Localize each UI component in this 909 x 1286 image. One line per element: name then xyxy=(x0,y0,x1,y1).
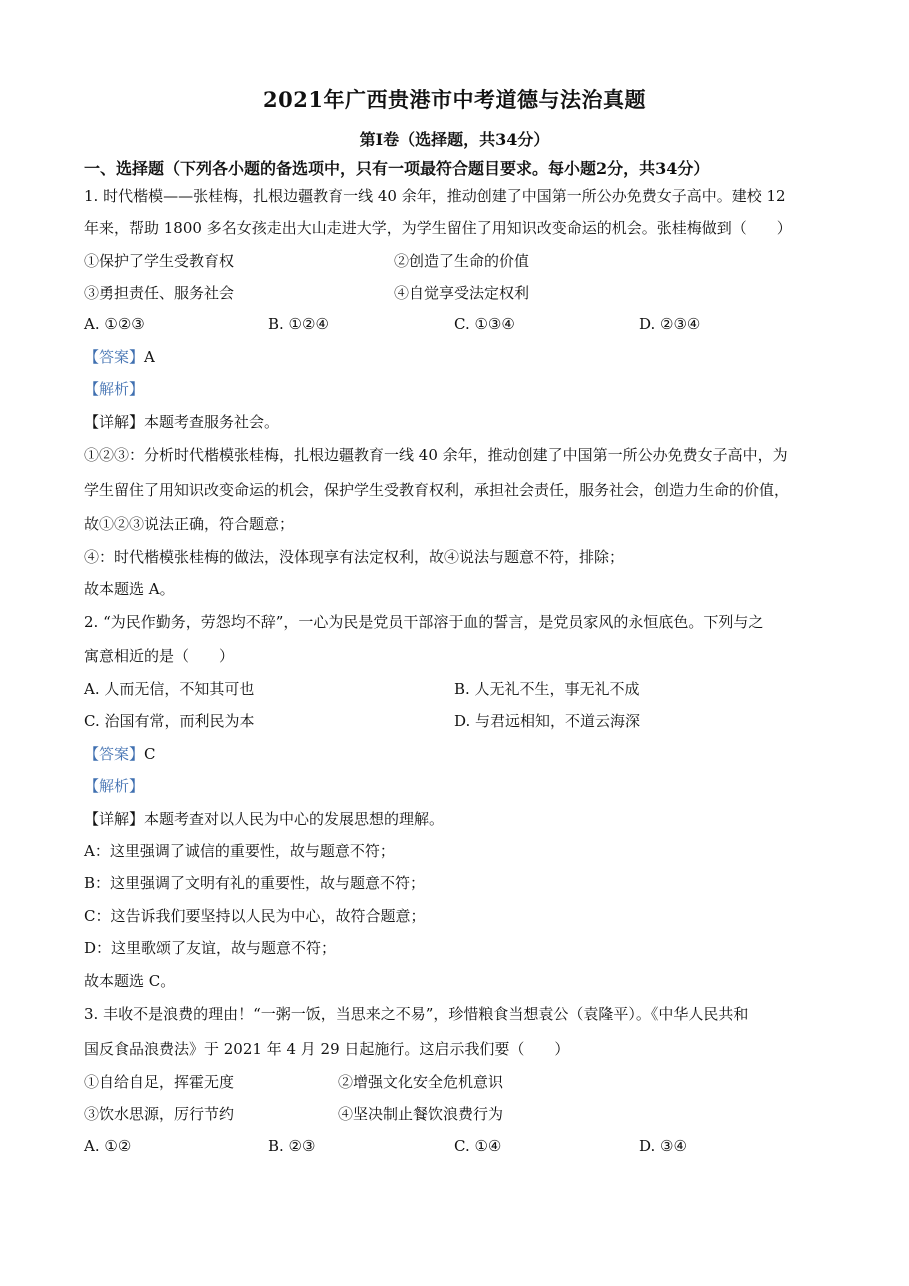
q3-item-4: ④坚决制止餐饮浪费行为 xyxy=(338,1105,504,1123)
q2-option-a: A. 人而无信，不知其可也 xyxy=(84,680,255,698)
q1-option-b: B. ①②④ xyxy=(268,315,329,333)
q1-option-d: D. ②③④ xyxy=(639,315,701,333)
q3-option-d: D. ③④ xyxy=(639,1137,687,1155)
document-title: 2021年广西贵港市中考道德与法治真题 xyxy=(263,87,646,112)
q1-explanation-line-3: 故①②③说法正确，符合题意； xyxy=(84,515,295,533)
paper-section-subtitle: 第Ⅰ卷（选择题，共34分） xyxy=(359,130,550,149)
q3-option-b: B. ②③ xyxy=(268,1137,316,1155)
q1-conclusion: 故本题选 A。 xyxy=(84,580,175,598)
q3-item-3: ③饮水思源，厉行节约 xyxy=(84,1105,235,1123)
q1-analysis-tag xyxy=(84,379,144,399)
answer-tag: 【答案】 xyxy=(84,745,145,763)
q1-option-c: C. ①③④ xyxy=(454,315,515,333)
analysis-tag: 【解析】 xyxy=(84,380,145,398)
q1-item-1: ①保护了学生受教育权 xyxy=(84,252,235,270)
q2-explanation-a: A：这里强调了诚信的重要性，故与题意不符； xyxy=(84,842,395,860)
q1-answer-line xyxy=(84,347,155,367)
q2-answer-line xyxy=(84,744,156,764)
q2-explanation-d: D：这里歌颂了友谊，故与题意不符； xyxy=(84,939,337,957)
q1-stem-line-2: 年来，帮助 1800 多名女孩走出大山走进大学，为学生留住了用知识改变命运的机会。张桂梅做到（ ） xyxy=(84,219,792,237)
answer-tag: 【答案】 xyxy=(84,348,145,366)
analysis-tag: 【解析】 xyxy=(84,777,145,795)
q1-item-4: ④自觉享受法定权利 xyxy=(394,284,530,302)
q1-stem-line-1: 1. 时代楷模——张桂梅，扎根边疆教育一线 40 余年，推动创建了中国第一所公办免费女子高中。建校 12 xyxy=(84,187,786,205)
q2-analysis-tag xyxy=(84,776,144,796)
q2-stem-line-1: 2. “为民作勤务，劳怨均不辞”，一心为民是党员干部溶于血的誓言，是党员家风的永恒底色。下列与之 xyxy=(84,613,764,631)
q1-item-2: ②创造了生命的价值 xyxy=(394,252,530,270)
q1-item-3: ③勇担责任、服务社会 xyxy=(84,284,235,302)
q2-explanation-b: B：这里强调了文明有礼的重要性，故与题意不符； xyxy=(84,874,426,892)
q3-stem-line-1: 3. 丰收不是浪费的理由！“一粥一饭，当思来之不易”，珍惜粮食当想袁公（袁隆平）。《中华人民共和 xyxy=(84,1005,749,1023)
q1-option-a: A. ①②③ xyxy=(84,315,145,333)
q2-conclusion: 故本题选 C。 xyxy=(84,972,176,990)
q3-option-a: A. ①② xyxy=(84,1137,132,1155)
q3-option-c: C. ①④ xyxy=(454,1137,502,1155)
q2-option-c: C. 治国有常，而利民为本 xyxy=(84,712,255,730)
q2-option-b: B. 人无礼不生，事无礼不成 xyxy=(454,680,640,698)
section-heading: 一、选择题（下列各小题的备选项中，只有一项最符合题目要求。每小题2分，共34分） xyxy=(84,159,710,178)
q1-explanation-line-1: ①②③：分析时代楷模张桂梅，扎根边疆教育一线 40 余年，推动创建了中国第一所公办免费女子高中，为 xyxy=(84,446,788,464)
q1-answer-value: A xyxy=(144,348,155,366)
q2-stem-line-2: 寓意相近的是（ ） xyxy=(84,647,235,665)
q1-explanation-line-2: 学生留住了用知识改变命运的机会，保护学生受教育权利，承担社会责任，服务社会，创造力生命的价值， xyxy=(84,481,790,499)
q3-item-2: ②增强文化安全危机意识 xyxy=(338,1073,504,1091)
q3-stem-line-2: 国反食品浪费法》于 2021 年 4 月 29 日起施行。这启示我们要（ ） xyxy=(84,1040,570,1058)
q1-explanation-line-4: ④：时代楷模张桂梅的做法，没体现享有法定权利，故④说法与题意不符，排除； xyxy=(84,548,625,566)
q2-option-d: D. 与君远相知，不道云海深 xyxy=(454,712,641,730)
q2-detail: 【详解】本题考查对以人民为中心的发展思想的理解。 xyxy=(84,810,445,828)
q2-explanation-c: C：这告诉我们要坚持以人民为中心，故符合题意； xyxy=(84,907,426,925)
q1-detail: 【详解】本题考查服务社会。 xyxy=(84,413,280,431)
q3-item-1: ①自给自足，挥霍无度 xyxy=(84,1073,235,1091)
q2-answer-value: C xyxy=(144,745,156,763)
